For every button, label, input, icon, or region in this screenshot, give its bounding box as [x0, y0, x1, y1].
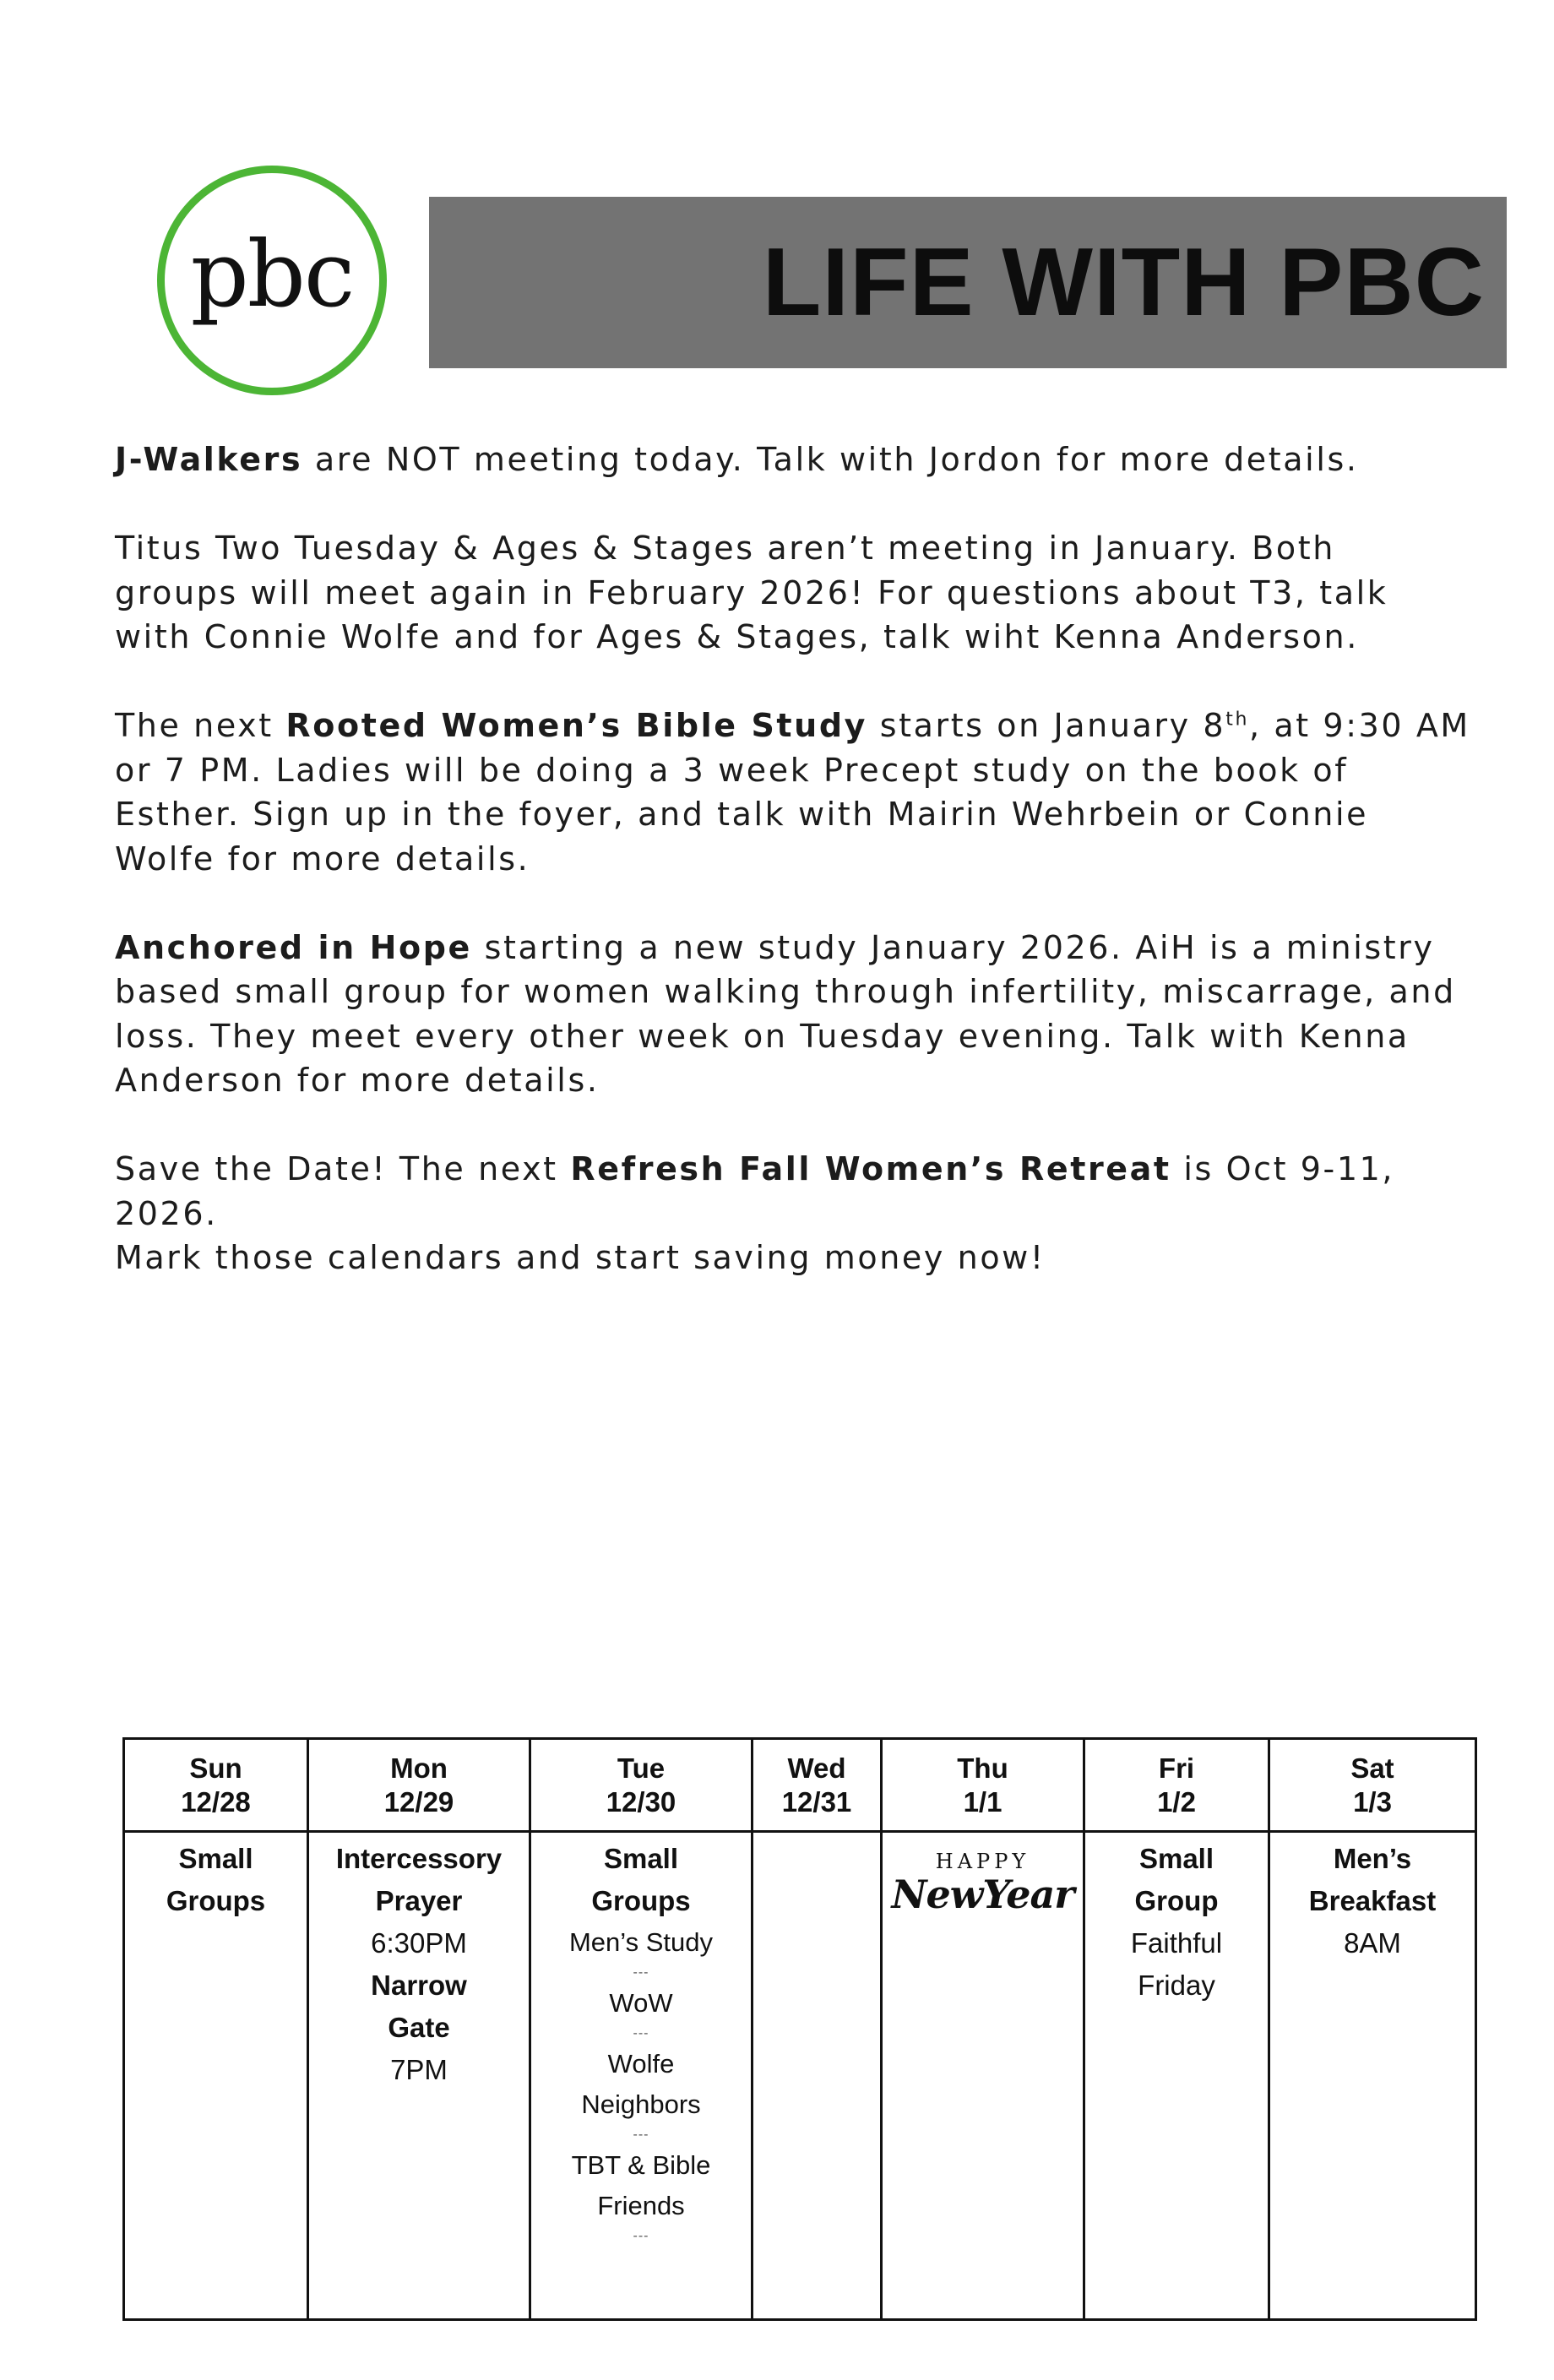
event-text: Groups	[166, 1885, 266, 1916]
day-label: Sun	[189, 1752, 242, 1784]
calendar-column-sun	[125, 1740, 309, 2318]
rooted-line-2: or 7 PM. Ladies will be doing a 3 week Precept study on the book of	[115, 751, 1349, 789]
event-text: Prayer	[375, 1885, 463, 1916]
separator: ---	[633, 2127, 649, 2142]
title-banner	[429, 197, 1507, 368]
rooted-line-4: Wolfe for more details.	[115, 840, 530, 878]
date-label: 12/29	[383, 1785, 454, 1818]
announcement-titus-two	[115, 526, 1500, 660]
event-time: 8AM	[1344, 1927, 1401, 1959]
day-label: Sat	[1350, 1752, 1394, 1784]
calendar-cell-sun	[125, 1833, 307, 2318]
event-text: Faithful	[1130, 1927, 1223, 1959]
separator: ---	[633, 2026, 649, 2040]
rooted-post: , at 9:30 AM	[1249, 707, 1470, 744]
event-time: 7PM	[390, 2054, 448, 2085]
date-label: 12/28	[181, 1785, 251, 1818]
calendar-cell-thu	[883, 1833, 1083, 2318]
event-text: TBT & Bible	[571, 2150, 711, 2180]
refresh-pre: Save the Date! The next	[115, 1150, 571, 1187]
date-label: 1/3	[1353, 1785, 1392, 1818]
calendar-column-thu	[883, 1740, 1085, 2318]
pbc-logo	[157, 166, 387, 395]
calendar-cell-mon	[309, 1833, 529, 2318]
anchored-line-3: loss. They meet every other week on Tuesday evening. Talk with Kenna	[115, 1017, 1410, 1055]
event-text: Narrow	[371, 1970, 467, 2001]
date-label: 12/30	[606, 1785, 676, 1818]
day-label: Fri	[1158, 1752, 1195, 1784]
refresh-label: Refresh Fall Women’s Retreat	[570, 1150, 1171, 1187]
calendar-header-tue	[531, 1740, 751, 1833]
date-label: 1/1	[963, 1785, 1002, 1818]
titus-line-2: groups will meet again in February 2026! For questions about T3, talk	[115, 573, 1388, 611]
day-label: Wed	[787, 1752, 846, 1784]
event-time: 6:30PM	[371, 1927, 467, 1959]
event-text: Groups	[591, 1885, 691, 1916]
calendar-cell-fri	[1085, 1833, 1268, 2318]
event-text: Intercessory	[335, 1843, 503, 1874]
event-text: Neighbors	[581, 2089, 701, 2119]
titus-line-1: Titus Two Tuesday & Ages & Stages aren’t meeting in January. Both	[115, 530, 1335, 567]
happy-new-year-text: HAPPY	[935, 1850, 1030, 1873]
announcement-rooted	[115, 704, 1500, 881]
announcement-anchored	[115, 926, 1500, 1103]
calendar-cell-sat	[1270, 1833, 1475, 2318]
event-text: Wolfe	[607, 2049, 675, 2078]
event-text: Breakfast	[1308, 1885, 1437, 1916]
rooted-mid: starts on January 8	[867, 707, 1226, 744]
event-text: Group	[1134, 1885, 1219, 1916]
calendar-column-mon	[309, 1740, 531, 2318]
event-text: Gate	[388, 2012, 450, 2043]
day-label: Mon	[390, 1752, 448, 1784]
anchored-label: Anchored in Hope	[115, 928, 472, 966]
rooted-sup: th	[1225, 709, 1249, 731]
announcement-refresh	[115, 1147, 1500, 1280]
separator: ---	[633, 1965, 649, 1980]
event-text: Men’s	[1333, 1843, 1412, 1874]
jwalkers-label: J-Walkers	[115, 441, 303, 478]
calendar-column-fri	[1085, 1740, 1270, 2318]
calendar-column-sat	[1270, 1740, 1475, 2318]
calendar-header-fri	[1085, 1740, 1268, 1833]
anchored-line-4: Anderson for more details.	[115, 1062, 600, 1099]
page-title: LIFE WITH PBC	[762, 229, 1485, 336]
rooted-pre: The next	[115, 707, 286, 744]
titus-line-3: with Connie Wolfe and for Ages & Stages, talk wiht Kenna Anderson.	[115, 618, 1359, 655]
new-year-script: NewYear	[891, 1872, 1074, 1917]
date-label: 12/31	[781, 1785, 852, 1818]
calendar-cell-tue	[531, 1833, 751, 2318]
calendar-header-sun	[125, 1740, 307, 1833]
event-text: WoW	[609, 1988, 673, 2018]
announcement-jwalkers	[115, 437, 1500, 482]
refresh-line-2: Mark those calendars and start saving money now!	[115, 1239, 1046, 1276]
calendar-cell-wed	[753, 1833, 880, 2318]
calendar-header-sat	[1270, 1740, 1475, 1833]
day-label: Thu	[957, 1752, 1008, 1784]
calendar-header-mon	[309, 1740, 529, 1833]
event-text: Small	[1138, 1843, 1214, 1874]
event-text: Friday	[1138, 1970, 1215, 2001]
calendar-column-tue	[531, 1740, 753, 2318]
anchored-text: starting a new study January 2026. AiH is a ministry	[471, 928, 1435, 966]
rooted-label: Rooted Women’s Bible Study	[285, 707, 868, 744]
refresh-post: is Oct 9-11, 2026.	[115, 1150, 1395, 1232]
calendar-header-thu	[883, 1740, 1083, 1833]
rooted-line-3: Esther. Sign up in the foyer, and talk with Mairin Wehrbein or Connie	[115, 796, 1369, 833]
logo-text: pbc	[190, 221, 354, 328]
calendar-column-wed	[753, 1740, 883, 2318]
anchored-line-2: based small group for women walking through infertility, miscarrage, and	[115, 973, 1456, 1010]
event-text: Men’s Study	[568, 1927, 713, 1957]
day-label: Tue	[617, 1752, 666, 1784]
jwalkers-text: are NOT meeting today. Talk with Jordon for more details.	[302, 441, 1359, 478]
event-text: Small	[178, 1843, 253, 1874]
event-text: Small	[603, 1843, 679, 1874]
weekly-calendar	[122, 1737, 1477, 2321]
announcements	[115, 437, 1500, 1324]
event-text: Friends	[597, 2191, 685, 2220]
separator: ---	[633, 2229, 649, 2243]
calendar-header-wed	[753, 1740, 880, 1833]
date-label: 1/2	[1157, 1785, 1196, 1818]
